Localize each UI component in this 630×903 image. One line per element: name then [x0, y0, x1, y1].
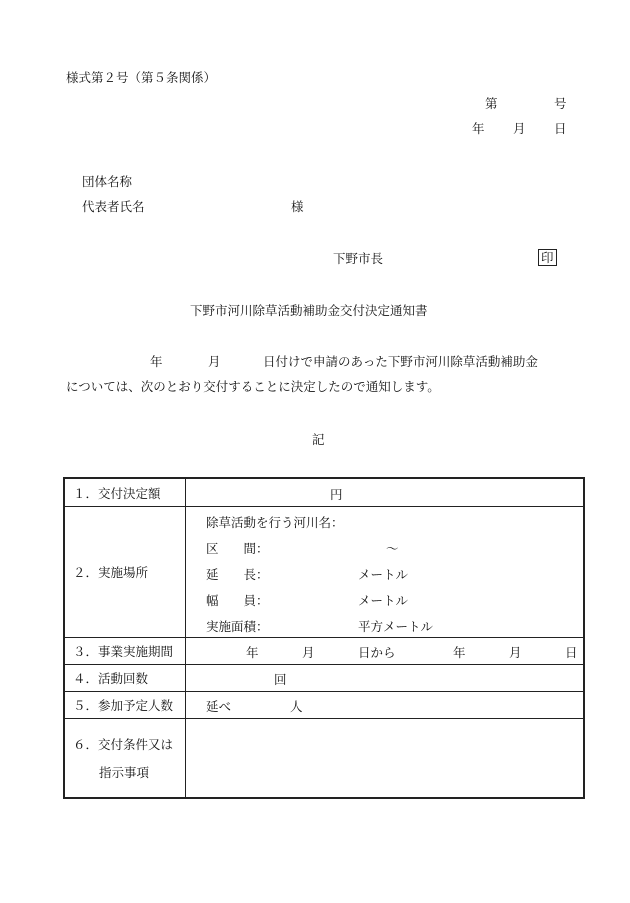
length-unit: メートル	[358, 567, 409, 582]
activity-count-label: ４．活動回数	[64, 665, 186, 692]
honorific-sama: 様	[291, 199, 304, 214]
area-label: 実施面積：	[206, 619, 269, 634]
river-name-label: 除草活動を行う河川名：	[206, 515, 344, 530]
body-line1: 日付けで申請のあった下野市河川除草活動補助金	[263, 354, 538, 369]
length-label: 延 長：	[206, 567, 269, 582]
org-name-label: 団体名称	[82, 174, 133, 189]
period-year2: 年	[453, 645, 466, 660]
date-day: 日	[554, 121, 567, 136]
participants-unit: 人	[290, 699, 303, 714]
participants-cell	[186, 692, 585, 719]
representative-label: 代表者氏名	[82, 199, 145, 214]
width-label: 幅 員：	[206, 593, 269, 608]
area-unit: 平方メートル	[358, 619, 434, 634]
period-cell	[186, 638, 585, 665]
amount-unit: 円	[330, 487, 343, 502]
period-from: 日から	[358, 645, 396, 660]
table-row	[64, 478, 584, 507]
number-go: 号	[554, 96, 567, 111]
location-cell	[186, 507, 585, 638]
conditions-label-line1: ６．交付条件又は	[73, 736, 174, 752]
period-year1: 年	[246, 645, 259, 660]
date-month: 月	[513, 121, 526, 136]
period-label: ３．事業実施期間	[64, 638, 186, 665]
period-month1: 月	[302, 645, 315, 660]
section-separator: ～	[386, 541, 399, 556]
decision-table	[63, 477, 585, 799]
period-day2: 日	[565, 645, 578, 660]
conditions-label-line2: 指示事項	[99, 764, 150, 780]
form-number: 様式第２号（第５条関係）	[66, 70, 217, 85]
amount-label: １．交付決定額	[64, 478, 186, 507]
participants-prefix: 延べ	[206, 699, 232, 714]
width-unit: メートル	[358, 593, 409, 608]
period-month2: 月	[509, 645, 522, 660]
conditions-label	[64, 719, 186, 798]
participants-label: ５．参加予定人数	[64, 692, 186, 719]
table-row	[64, 507, 584, 638]
table-row	[64, 665, 584, 692]
activity-count-unit: 回	[274, 672, 287, 687]
issuer-title: 下野市長	[333, 251, 384, 266]
seal-mark	[538, 248, 557, 266]
ki-mark: 記	[312, 432, 325, 447]
seal-text: 印	[538, 249, 557, 266]
body-line2: については、次のとおり交付することに決定したので通知します。	[66, 379, 440, 394]
activity-count-cell	[186, 665, 585, 692]
document-title: 下野市河川除草活動補助金交付決定通知書	[190, 303, 428, 318]
section-label: 区 間：	[206, 541, 269, 556]
table-row	[64, 638, 584, 665]
body-month: 月	[208, 354, 221, 369]
table-row	[64, 719, 584, 798]
body-year: 年	[150, 354, 163, 369]
location-label: ２．実施場所	[64, 507, 186, 638]
date-year: 年	[472, 121, 485, 136]
amount-cell	[186, 478, 585, 507]
number-dai: 第	[485, 96, 498, 111]
table-row	[64, 692, 584, 719]
conditions-cell	[186, 719, 585, 798]
